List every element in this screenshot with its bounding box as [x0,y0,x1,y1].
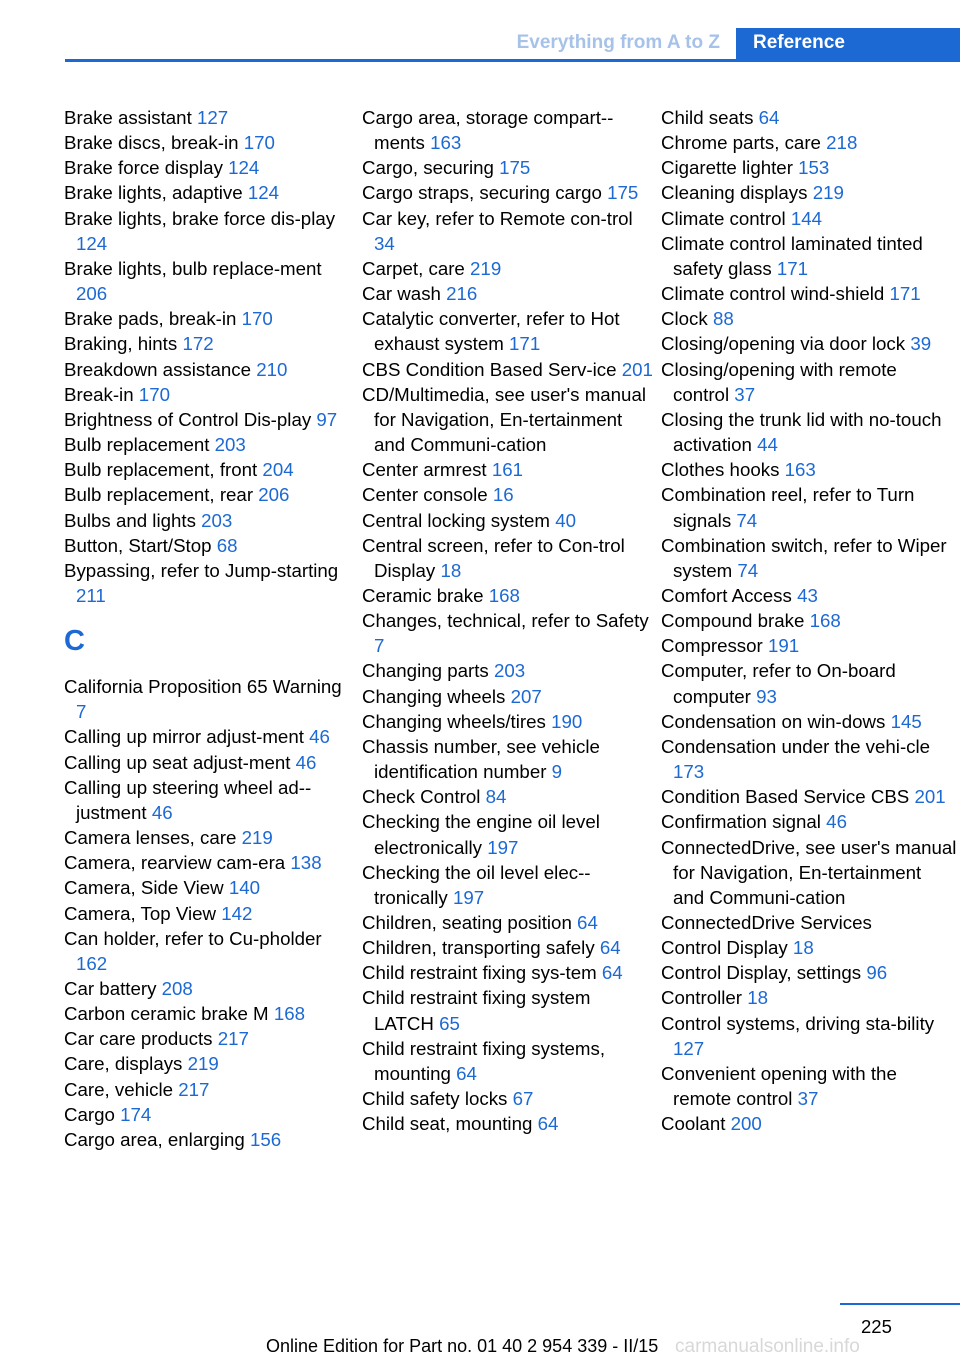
index-page-link[interactable]: 203 [201,509,233,531]
index-entry [64,180,356,205]
index-entry-text: Carpet, care [362,257,465,279]
index-page-link[interactable]: 127 [196,107,229,128]
index-page-link[interactable]: 161 [491,459,524,481]
index-page-link[interactable]: 168 [273,1003,305,1025]
index-page-link[interactable]: 206 [76,283,108,305]
index-entry-text: Climate control [661,207,786,229]
index-page-link[interactable]: 210 [256,358,288,380]
index-entry-text: Closing/opening with remote control [661,358,897,405]
index-page-link[interactable]: 207 [510,685,542,707]
index-entry-text: Cargo straps, securing cargo [362,182,602,204]
index-entry [64,256,356,306]
index-entry [64,875,356,900]
index-entry [64,750,356,775]
index-entry-text: Child restraint fixing systems, mounting [362,1037,606,1084]
header-section-title: Everything from A to Z [516,32,720,53]
index-entry [661,709,957,734]
index-entry-text: Care, displays [64,1053,183,1075]
index-page-link[interactable]: 208 [161,978,193,999]
index-letter-heading: C [64,625,85,658]
index-entry [64,901,356,926]
index-entry [64,382,356,407]
index-entry [64,1026,356,1051]
index-entry [64,850,356,875]
index-entry-text: Catalytic converter, refer to Hot exhaust system [362,308,620,355]
index-page-link[interactable]: 96 [866,962,888,984]
index-page-link[interactable]: 156 [249,1128,282,1150]
index-entry [661,331,957,356]
index-entry-text: Central screen, refer to Con-trol Display [362,534,625,581]
index-entry [362,684,654,709]
index-entry [661,583,957,608]
index-entry-text: Bypassing, refer to Jump-starting [64,559,339,581]
index-entry-text: Control Display, settings [661,962,862,984]
index-entry [64,674,356,724]
header-reference-tab [736,28,960,59]
index-entry [362,306,654,356]
index-page-link[interactable]: 168 [809,610,841,632]
index-page-link[interactable]: 46 [151,801,173,823]
index-entry [362,281,654,306]
index-entry-text: Condensation on win-dows [661,710,886,732]
index-page-link[interactable]: 88 [712,308,734,330]
index-page-link[interactable]: 138 [290,852,322,874]
index-page-link[interactable]: 170 [138,383,170,405]
index-page-link[interactable]: 216 [446,283,478,305]
index-entry [64,533,356,558]
index-entry [362,180,654,205]
index-page-link[interactable]: 74 [737,559,759,581]
index-entry [661,206,957,231]
index-entry-text: Central locking system [362,509,550,531]
index-entry-text: Camera, Top View [64,902,216,924]
index-entry-text: Clothes hooks [661,459,780,481]
index-page-link[interactable]: 197 [452,886,485,908]
index-entry [661,608,957,633]
index-entry [661,734,957,784]
index-page-link[interactable]: 203 [214,434,246,456]
index-page-link[interactable]: 44 [757,434,778,456]
index-page-link[interactable]: 203 [493,660,526,682]
index-entry [661,1011,957,1061]
index-entry-text: Center console [362,484,488,506]
index-page-link[interactable]: 64 [456,1062,477,1084]
index-entry [64,357,356,382]
index-page-link[interactable]: 64 [601,962,623,984]
index-page-link[interactable]: 46 [826,811,847,833]
index-entry-text: Camera, rearview cam-era [64,852,286,874]
index-entry [64,1077,356,1102]
index-page-link[interactable]: 18 [440,559,462,581]
index-page-link[interactable]: 142 [221,902,253,924]
index-entry [661,784,957,809]
index-entry [362,533,654,583]
index-entry-text: Climate control wind-shield [661,283,885,305]
index-page-link[interactable]: 39 [910,333,932,355]
index-entry-text: Checking the engine oil level electronically [362,811,600,858]
index-page-link[interactable]: 37 [734,383,756,405]
index-page-link[interactable]: 200 [730,1113,762,1135]
index-entry-text: Chrome parts, care [661,132,821,154]
index-entry [661,180,957,205]
index-entry-text: Brake discs, break-in [64,132,239,154]
index-entry [661,633,957,658]
index-entry-text: Cargo [64,1103,115,1125]
index-page-link[interactable]: 64 [577,912,598,933]
index-entry [362,482,654,507]
index-page-link[interactable]: 74 [736,509,758,531]
index-page-link[interactable]: 171 [509,333,541,355]
index-entry-text: Control systems, driving sta-bility [661,1012,935,1034]
index-page-link[interactable]: 18 [792,937,814,959]
index-page-link[interactable]: 219 [187,1053,219,1075]
index-entry-text: Calling up mirror adjust-ment [64,726,304,748]
index-page-link[interactable]: 217 [217,1028,249,1050]
index-entry [362,734,654,784]
index-page-link[interactable]: 170 [243,132,275,154]
index-entry [362,1086,654,1111]
index-entry [64,432,356,457]
index-page-link[interactable]: 140 [228,877,261,899]
index-page-link[interactable]: 170 [241,308,273,330]
index-entry [64,206,356,256]
index-entry [64,1127,356,1152]
index-entry [64,457,356,482]
index-entry [64,558,356,608]
watermark: carmanualsonline.info [675,1336,860,1357]
index-page-link[interactable]: 93 [756,685,777,707]
index-entry-text: Closing/opening via door lock [661,333,906,355]
index-page-link[interactable]: 163 [784,459,816,481]
index-entry-text: Car wash [362,283,441,305]
index-entry [661,658,957,708]
index-page-link[interactable]: 201 [914,786,946,808]
index-page-link[interactable]: 64 [758,107,780,128]
edition-footer: Online Edition for Part no. 01 40 2 954 339 - II/15 [266,1336,659,1356]
index-column-2 [362,105,654,1136]
index-entry-text: Brake assistant [64,107,192,128]
index-entry-text: Child seats [661,107,754,128]
index-column-1 [64,105,356,1152]
index-entry-text: CD/Multimedia, see user's manual for Navigation, En-tertainment and Communi-cation [362,383,646,456]
index-entry-text: Brake lights, adaptive [64,182,243,204]
index-entry-text: Coolant [661,1113,726,1135]
index-entry-text: Care, vehicle [64,1078,174,1100]
index-entry [64,1001,356,1026]
index-entry-text: Child seat, mounting [362,1113,533,1135]
index-page-link[interactable]: 217 [178,1078,210,1100]
index-page-link[interactable]: 7 [76,701,87,723]
footer-rule [840,1303,960,1305]
index-page-link[interactable]: 219 [241,827,273,849]
index-entry-text: Car key, refer to Remote con-trol [362,207,633,229]
index-page-link[interactable]: 172 [182,333,214,355]
index-page-link[interactable]: 84 [485,786,507,808]
index-page-link[interactable]: 204 [262,459,294,481]
index-page-link[interactable]: 127 [673,1037,705,1059]
index-page-link[interactable]: 68 [216,534,238,556]
index-page-link[interactable]: 40 [555,509,576,531]
index-page-link[interactable]: 34 [374,232,395,254]
index-entry-text: Calling up seat adjust-ment [64,751,291,773]
index-page-link[interactable]: 37 [797,1088,819,1110]
index-column-3 [661,105,957,1136]
index-entry [362,1036,654,1086]
index-entry-text: Brake force display [64,157,223,179]
index-entry [362,206,654,256]
index-page-link[interactable]: 144 [790,207,823,229]
page-number: 225 [861,1316,892,1337]
index-entry-text: Calling up steering wheel ad-justment [64,776,312,823]
index-entry-text: Brake lights, brake force dis-play [64,207,336,229]
index-page-link[interactable]: 175 [499,157,531,179]
index-entry [64,724,356,749]
index-entry [362,583,654,608]
index-entry-text: Bulb replacement, front [64,459,258,481]
index-entry [661,357,957,407]
index-entry [661,1061,957,1111]
index-entry-text: Child safety locks [362,1088,508,1110]
index-entry [661,457,957,482]
index-entry [661,985,957,1010]
index-page-link[interactable]: 124 [76,232,108,254]
index-entry-text: Brake pads, break-in [64,308,237,330]
page-header [0,28,960,62]
index-entry-text: Cleaning displays [661,182,808,204]
index-page-link[interactable]: 175 [607,182,639,204]
index-entry [64,775,356,825]
index-entry [64,130,356,155]
index-entry [64,105,356,130]
index-entry-text: Bulb replacement [64,434,210,456]
index-entry [64,508,356,533]
index-entry [661,231,957,281]
index-entry-text: Center armrest [362,459,487,481]
index-entry [64,407,356,432]
index-page-link[interactable]: 64 [537,1113,559,1135]
index-entry-text: Checking the oil level elec-tronically [362,861,591,908]
index-entry-text: CBS Condition Based Serv-ice [362,358,617,380]
index-entry [362,960,654,985]
index-entry-text: Camera, Side View [64,877,224,899]
index-entry-text: Button, Start/Stop [64,534,212,556]
index-entry [362,910,654,935]
index-page-link[interactable]: 174 [120,1103,152,1125]
index-entry-text: Confirmation signal [661,811,821,833]
index-entry-text: Child restraint fixing system LATCH [362,987,591,1034]
index-entry-text: Controller [661,987,743,1009]
index-entry-text: Brake lights, bulb replace-ment [64,257,322,279]
index-entry-text: Braking, hints [64,333,178,355]
index-entry-text: Convenient opening with the remote control [661,1062,897,1110]
index-entry-text: Carbon ceramic brake M [64,1003,269,1025]
index-entry [661,306,957,331]
index-entry [362,256,654,281]
index-page-link[interactable]: 173 [673,761,705,783]
index-entry-text: Car battery [64,978,157,999]
index-entry [362,985,654,1035]
index-entry [362,608,654,658]
index-page-link[interactable]: 219 [470,257,502,279]
index-entry [362,457,654,482]
index-page-link[interactable]: 201 [621,358,653,380]
index-entry-text: ConnectedDrive Services [661,912,872,933]
index-entry-text: Bulbs and lights [64,509,196,531]
index-entry [362,860,654,910]
index-page-link[interactable]: 65 [439,1012,460,1034]
index-entry-text: Can holder, refer to Cu-pholder [64,927,322,949]
index-entry [362,357,654,382]
index-page-link[interactable]: 171 [889,283,921,305]
index-entry-text: Combination switch, refer to Wiper system [661,534,947,581]
index-entry-text: Chassis number, see vehicle identification number [362,735,600,783]
index-entry [661,155,957,180]
index-entry [64,825,356,850]
index-entry-text: Check Control [362,786,481,808]
header-rule [65,59,960,62]
index-entry-text: Changing wheels [362,685,506,707]
index-entry [661,960,957,985]
index-entry [64,1051,356,1076]
index-entry-text: Car care products [64,1028,213,1050]
index-entry-text: Comfort Access [661,584,792,606]
index-entry-text: Closing the trunk lid with no-touch activation [661,408,942,456]
index-page-link[interactable]: 46 [309,726,330,748]
index-page-link[interactable]: 163 [430,132,462,154]
index-entry [64,331,356,356]
index-entry-text: ConnectedDrive, see user's manual for Navigation, En-tertainment and Communi-cation [661,836,957,908]
index-page-link[interactable]: 191 [767,635,800,657]
index-entry [362,809,654,859]
index-entry [661,809,957,834]
index-entry [64,482,356,507]
index-entry [64,306,356,331]
index-entry [362,105,654,155]
index-entry-text: Children, transporting safely [362,937,595,959]
index-entry [362,155,654,180]
index-entry [64,155,356,180]
index-entry-text: Brightness of Control Dis-play [64,408,312,430]
index-entry [661,130,957,155]
index-entry-text: Cargo area, storage compart-ments [362,107,614,154]
index-entry-text: Children, seating position [362,912,572,933]
index-entry [661,281,957,306]
index-entry-text: Control Display [661,937,788,959]
header-tab-label: Reference [753,32,845,53]
index-entry [64,1102,356,1127]
index-entry-text: Changing parts [362,660,489,682]
index-entry [362,658,654,683]
index-entry-text: Camera lenses, care [64,827,237,849]
index-page-link[interactable]: 162 [76,952,108,974]
index-entry-text: Cargo area, enlarging [64,1128,245,1150]
index-entry [661,910,957,935]
index-entry-text: Break-in [64,383,134,405]
index-entry [661,533,957,583]
index-entry-text: Ceramic brake [362,584,484,606]
index-page-link[interactable]: 145 [890,710,922,732]
index-entry-text: Cigarette lighter [661,157,793,179]
index-entry-text: Computer, refer to On-board computer [661,660,896,707]
index-entry-text: California Proposition 65 Warning [64,676,342,698]
index-page-link[interactable]: 67 [512,1088,534,1110]
index-entry-text: Combination reel, refer to Turn signals [661,484,915,531]
index-entry [661,407,957,457]
index-entry [661,105,957,130]
index-entry [661,935,957,960]
index-entry [362,784,654,809]
index-entry [64,976,356,1001]
index-page-link[interactable]: 97 [316,408,338,430]
index-page-link[interactable]: 43 [797,584,818,606]
index-page-link[interactable]: 206 [258,484,290,506]
index-entry-text: Clock [661,308,708,330]
index-page-link[interactable]: 211 [76,584,106,606]
index-page-link[interactable]: 124 [228,157,260,179]
index-entry [362,709,654,734]
index-page-link[interactable]: 218 [826,132,858,154]
index-entry-text: Cargo, securing [362,157,494,179]
index-page-link[interactable]: 9 [551,761,563,783]
index-entry [661,1111,957,1136]
index-page-link[interactable]: 46 [295,751,317,773]
index-entry [64,926,356,976]
index-entry-text: Child restraint fixing sys-tem [362,962,597,984]
index-entry-text: Changing wheels/tires [362,710,546,732]
index-page-link[interactable]: 197 [487,836,519,858]
index-page-link[interactable]: 18 [747,987,769,1009]
index-page-link[interactable]: 16 [492,484,514,506]
index-entry-text: Changes, technical, refer to Safety [362,610,649,632]
index-page-link[interactable]: 124 [247,182,280,204]
index-entry [661,482,957,532]
index-entry [362,382,654,457]
index-entry [362,935,654,960]
index-entry [362,1111,654,1136]
index-page-link[interactable]: 171 [776,257,809,279]
index-entry-text: Breakdown assistance [64,358,251,380]
index-entry-text: Climate control laminated tinted safety glass [661,232,923,279]
index-entry-text: Compound brake [661,610,805,632]
index-entry [362,508,654,533]
index-entry-text: Condensation under the vehi-cle [661,735,931,757]
index-page-link[interactable]: 190 [551,710,583,732]
index-entry-text: Bulb replacement, rear [64,484,254,506]
index-page-link[interactable]: 168 [488,584,520,606]
index-page-link[interactable]: 219 [812,182,844,204]
index-page-link[interactable]: 7 [374,635,385,657]
index-entry [661,835,957,910]
index-entry-text: Compressor [661,635,763,657]
index-entry-text: Condition Based Service CBS [661,786,910,808]
index-page-link[interactable]: 64 [599,937,621,959]
index-page-link[interactable]: 153 [798,157,830,179]
